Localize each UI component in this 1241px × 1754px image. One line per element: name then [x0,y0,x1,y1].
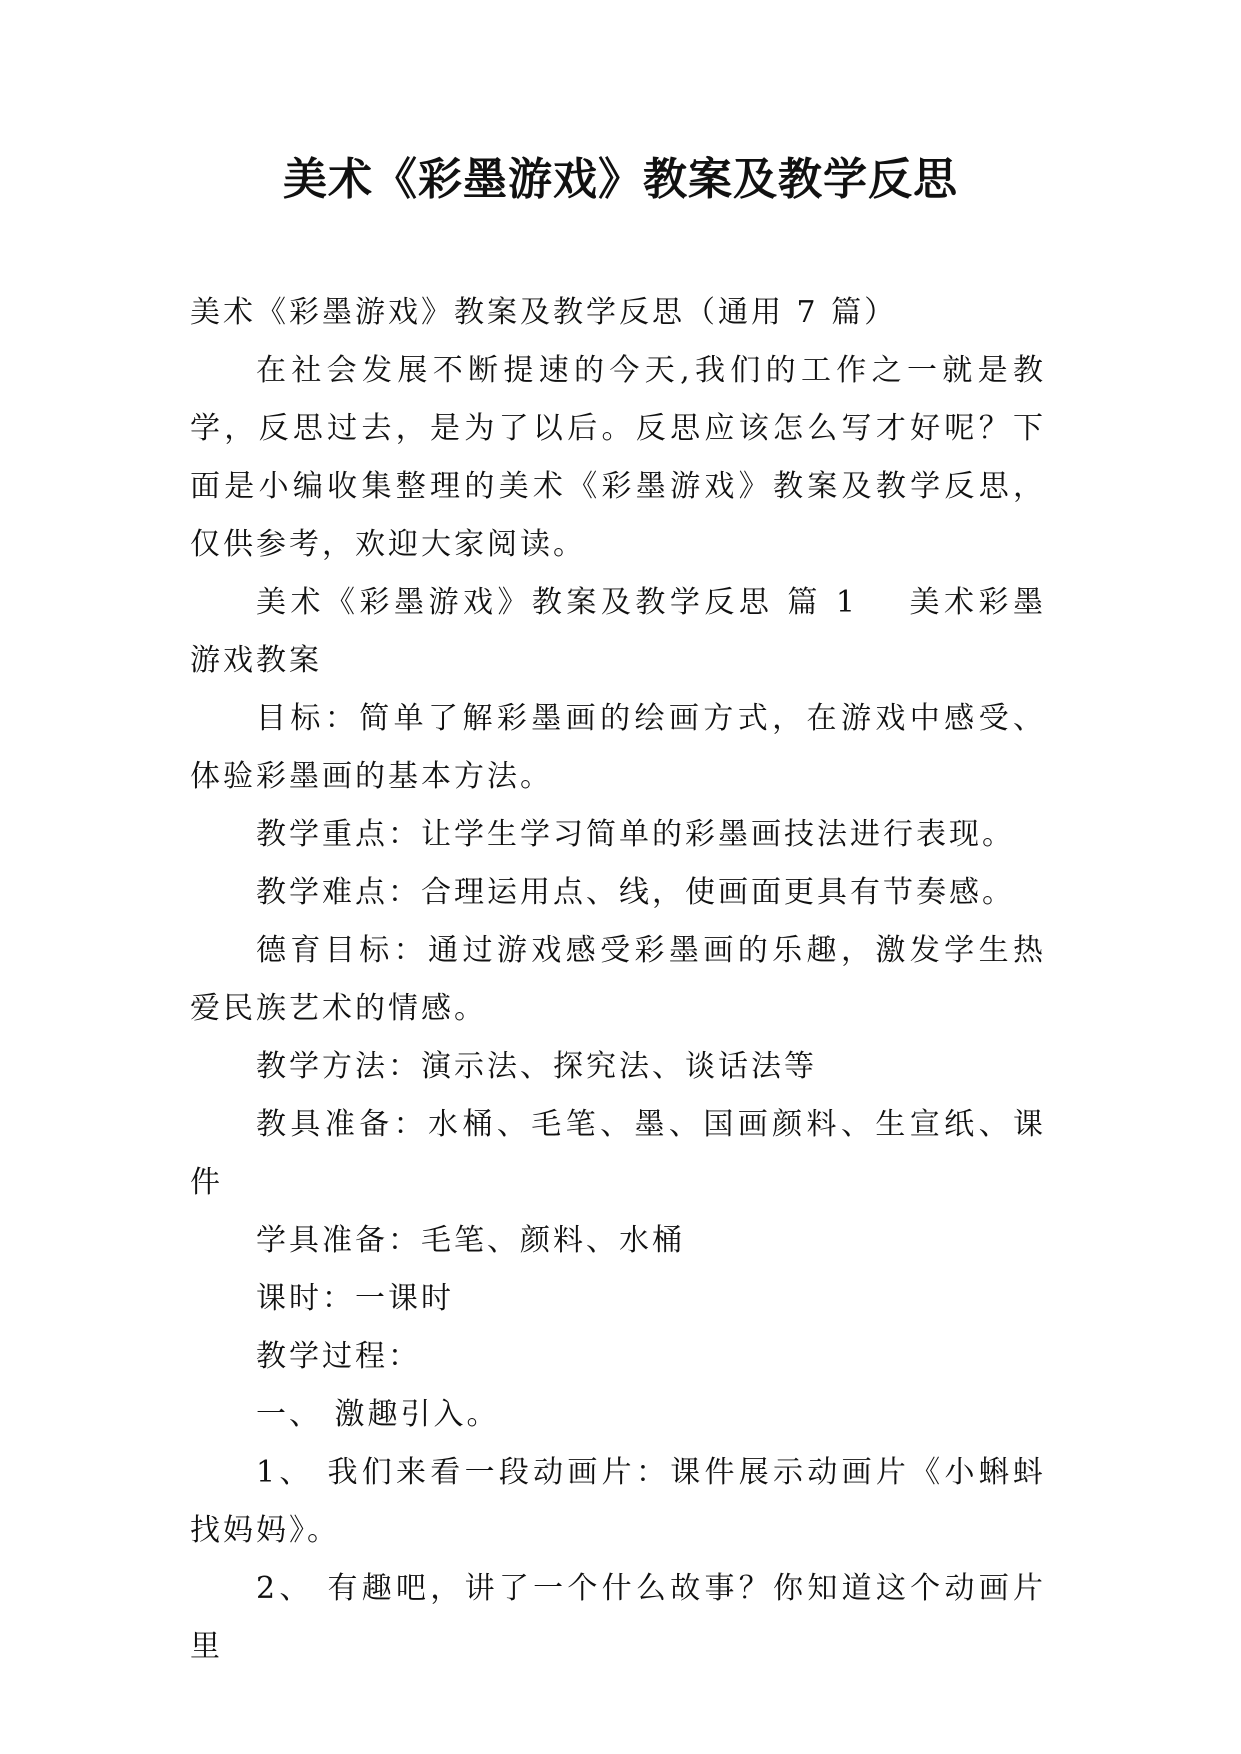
document-title: 美术《彩墨游戏》教案及教学反思 [283,154,958,205]
section-heading: 美术《彩墨游戏》教案及教学反思 篇 1 [256,585,859,620]
paragraph-student-tools: 学具准备：毛笔、颜料、水桶 [256,1223,685,1258]
paragraph-moral-goal: 德育目标：通过游戏感受彩墨画的乐趣，激发学生热爱民族艺术的情感。 [190,933,1046,1026]
paragraph-teaching-tools: 教具准备：水桶、毛笔、墨、国画颜料、生宣纸、课件 [190,1107,1046,1200]
paragraph-item-2: 2、 有趣吧，讲了一个什么故事？你知道这个动画片里 [190,1571,1046,1664]
paragraph-item-1: 1、 我们来看一段动画片：课件展示动画片《小蝌蚪找妈妈》。 [190,1455,1046,1548]
document-body [190,284,1046,1676]
paragraph-step-one: 一、 激趣引入。 [256,1397,500,1432]
section-heading-line [190,574,1046,690]
paragraph-method: 教学方法：演示法、探究法、谈话法等 [256,1049,817,1084]
paragraph-class-hours: 课时：一课时 [256,1281,454,1316]
paragraph-difficulty: 教学难点：合理运用点、线，使画面更具有节奏感。 [256,875,1015,910]
intro-paragraph: 在社会发展不断提速的今天,我们的工作之一就是教学，反思过去，是为了以后。反思应该怎么写才好呢？下面是小编收集整理的美术《彩墨游戏》教案及教学反思，仅供参考，欢迎大家阅读。 [190,353,1046,562]
paragraph-objective: 目标：简单了解彩墨画的绘画方式，在游戏中感受、体验彩墨画的基本方法。 [190,701,1046,794]
section-subheading: 美术彩墨游戏教案 [190,585,1046,678]
document-subtitle: 美术《彩墨游戏》教案及教学反思（通用 7 篇） [190,295,898,330]
paragraph-process-heading: 教学过程： [256,1339,421,1374]
paragraph-key-point: 教学重点：让学生学习简单的彩墨画技法进行表现。 [256,817,1015,852]
